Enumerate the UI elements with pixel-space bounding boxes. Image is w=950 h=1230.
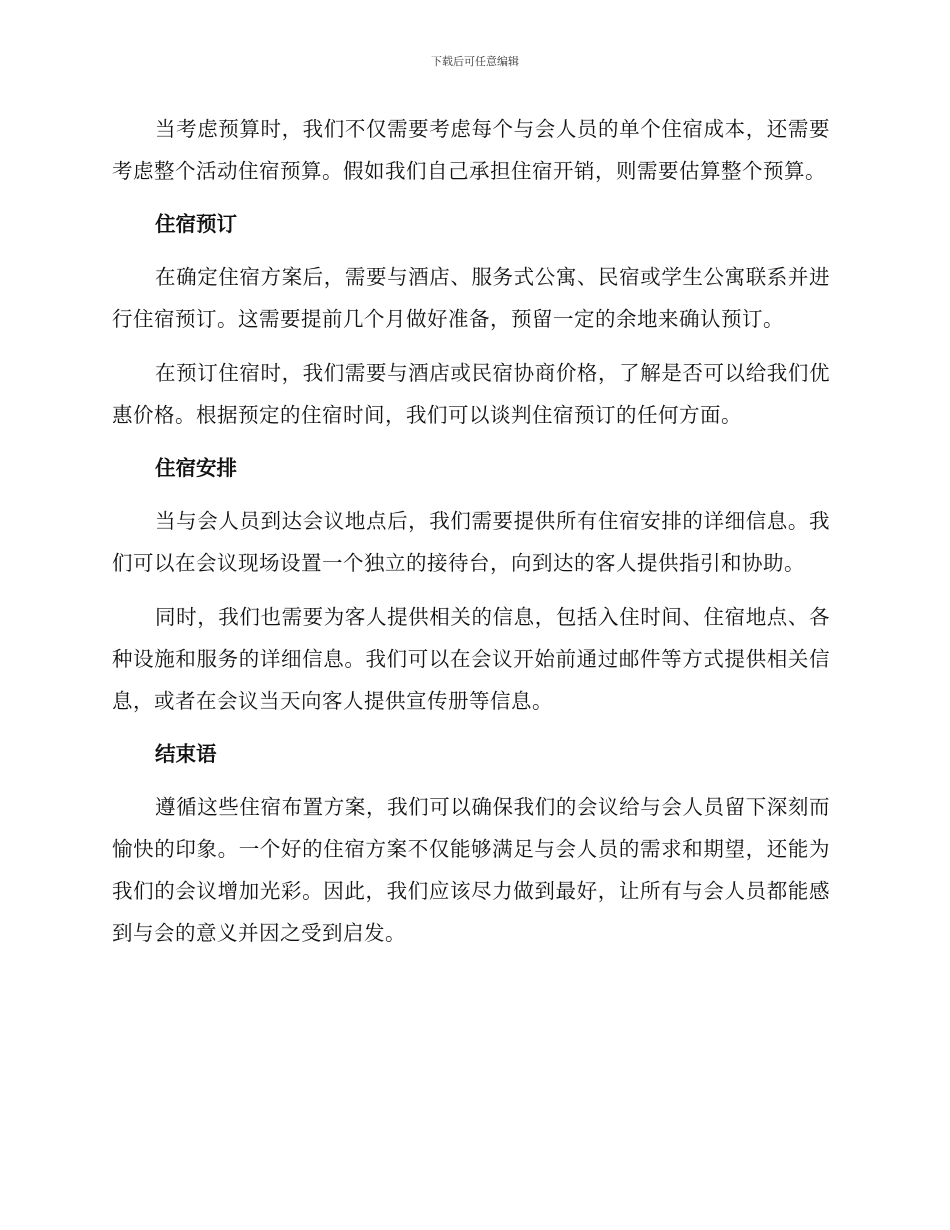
body-paragraph: 在预订住宿时，我们需要与酒店或民宿协商价格，了解是否可以给我们优惠价格。根据预定的住宿时间，我们可以谈判住宿预订的任何方面。 (112, 361, 830, 427)
section-heading-booking: 住宿预订 (155, 212, 237, 236)
page-header: 下载后可任意编辑 (431, 55, 519, 68)
section-heading-arrangement: 住宿安排 (155, 456, 237, 480)
body-paragraph: 同时，我们也需要为客人提供相关的信息，包括入住时间、住宿地点、各种设施和服务的详细信息。我们可以在会议开始前通过邮件等方式提供相关信息，或者在会议当天向客人提供宣传册等信息。 (112, 605, 830, 713)
body-paragraph: 当考虑预算时，我们不仅需要考虑每个与会人员的单个住宿成本，还需要考虑整个活动住宿预算。假如我们自己承担住宿开销，则需要估算整个预算。 (112, 117, 830, 183)
body-paragraph: 遵循这些住宿布置方案，我们可以确保我们的会议给与会人员留下深刻而愉快的印象。一个好的住宿方案不仅能够满足与会人员的需求和期望，还能为我们的会议增加光彩。因此，我们应该尽力做到最好，让所有与会人员都能感到与会的意义并因之受到启发。 (112, 795, 830, 945)
body-paragraph: 在确定住宿方案后，需要与酒店、服务式公寓、民宿或学生公寓联系并进行住宿预订。这需要提前几个月做好准备，预留一定的余地来确认预订。 (112, 265, 830, 331)
section-heading-conclusion: 结束语 (155, 742, 217, 766)
body-paragraph: 当与会人员到达会议地点后，我们需要提供所有住宿安排的详细信息。我们可以在会议现场设置一个独立的接待台，向到达的客人提供指引和协助。 (112, 509, 830, 575)
document-body (112, 108, 830, 966)
